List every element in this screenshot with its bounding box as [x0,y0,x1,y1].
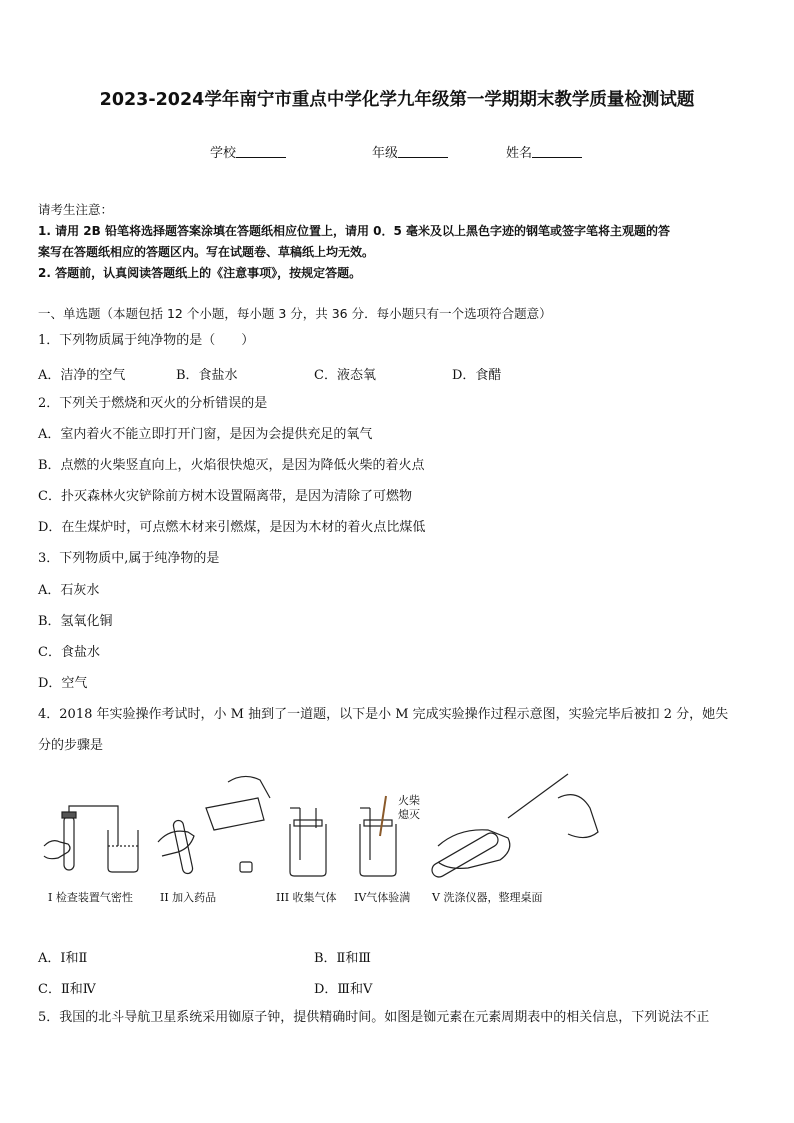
experiment-illustration [38,768,618,888]
question-1-option-c[interactable]: C．液态氧 [314,368,376,383]
airtightness-check-drawing [44,806,138,872]
notice-line-2: 2. 答题前，认真阅读答题纸上的《注意事项》，按规定答题。 [38,266,362,280]
question-4-stem-2: 分的步骤是 [38,738,104,753]
experiment-figure [38,768,618,908]
question-2-option-c[interactable]: C．扑灭森林火灾铲除前方树木设置隔离带，是因为清除了可燃物 [38,489,412,504]
question-5-stem: 5．我国的北斗导航卫星系统采用铷原子钟，提供精确时间。如图是铷元素在元素周期表中的相关信息，下列说法不正 [38,1010,710,1025]
question-3-option-c[interactable]: C．食盐水 [38,645,100,660]
add-reagent-drawing [158,776,270,888]
wash-instrument-drawing [429,774,598,880]
question-2-stem: 2．下列关于燃烧和灭火的分析错误的是 [38,396,268,411]
grade-field[interactable]: 年级 [372,142,448,161]
question-2-option-d[interactable]: D．在生煤炉时，可点燃木材来引燃煤，是因为木材的着火点比煤低 [38,520,426,535]
question-4-option-c[interactable]: C．Ⅱ和Ⅳ [38,982,96,997]
question-4-option-a[interactable]: A．Ⅰ和Ⅱ [38,951,88,966]
question-1-stem: 1．下列物质属于纯净物的是（ ） [38,333,255,348]
question-3-option-d[interactable]: D．空气 [38,676,88,691]
caption-step-3: III 收集气体 [276,891,337,904]
notice-heading: 请考生注意： [38,202,114,217]
caption-step-5: V 洗涤仪器，整理桌面 [432,891,543,904]
question-2-option-a[interactable]: A．室内着火不能立即打开门窗，是因为会提供充足的氧气 [38,427,373,442]
notice-line-1a: 1. 请用 2B 铅笔将选择题答案涂填在答题纸相应位置上，请用 0．5 毫米及以上黑色字迹的钢笔或签字笔将主观题的答 [38,224,670,238]
question-1-option-b[interactable]: B．食盐水 [176,368,238,383]
question-2-option-b[interactable]: B．点燃的火柴竖直向上，火焰很快熄灭，是因为降低火柴的着火点 [38,458,425,473]
figure-note-match-out: 火柴熄灭 [398,794,420,821]
question-4-option-b[interactable]: B．Ⅱ和Ⅲ [314,951,371,966]
question-3-stem: 3．下列物质中,属于纯净物的是 [38,551,220,566]
caption-step-2: II 加入药品 [160,891,217,904]
question-3-option-a[interactable]: A．石灰水 [38,583,100,598]
question-4-stem-1: 4．2018 年实验操作考试时，小 M 抽到了一道题，以下是小 M 完成实验操作过程示意图，实验完毕后被扣 2 分，她失 [38,707,729,722]
question-3-option-b[interactable]: B．氢氧化铜 [38,614,113,629]
section-heading: 一、单选题（本题包括 12 个小题，每小题 3 分，共 36 分．每小题只有一个选项符合题意） [38,306,552,321]
name-field[interactable]: 姓名 [506,142,582,161]
question-1-option-a[interactable]: A．洁净的空气 [38,368,126,383]
notice-line-1b: 案写在答题纸相应的答题区内。写在试题卷、草稿纸上均无效。 [38,245,375,259]
question-1-option-d[interactable]: D．食醋 [452,368,502,383]
school-field[interactable]: 学校 [210,142,286,161]
gas-full-test-drawing [360,796,396,876]
question-4-option-d[interactable]: D．Ⅲ和Ⅴ [314,982,373,997]
caption-step-1: I 检查装置气密性 [48,891,133,904]
caption-step-4: IV气体验满 [354,891,411,904]
page-title: 2023-2024学年南宁市重点中学化学九年级第一学期期末教学质量检测试题 [99,90,695,110]
collect-gas-drawing [290,808,326,876]
